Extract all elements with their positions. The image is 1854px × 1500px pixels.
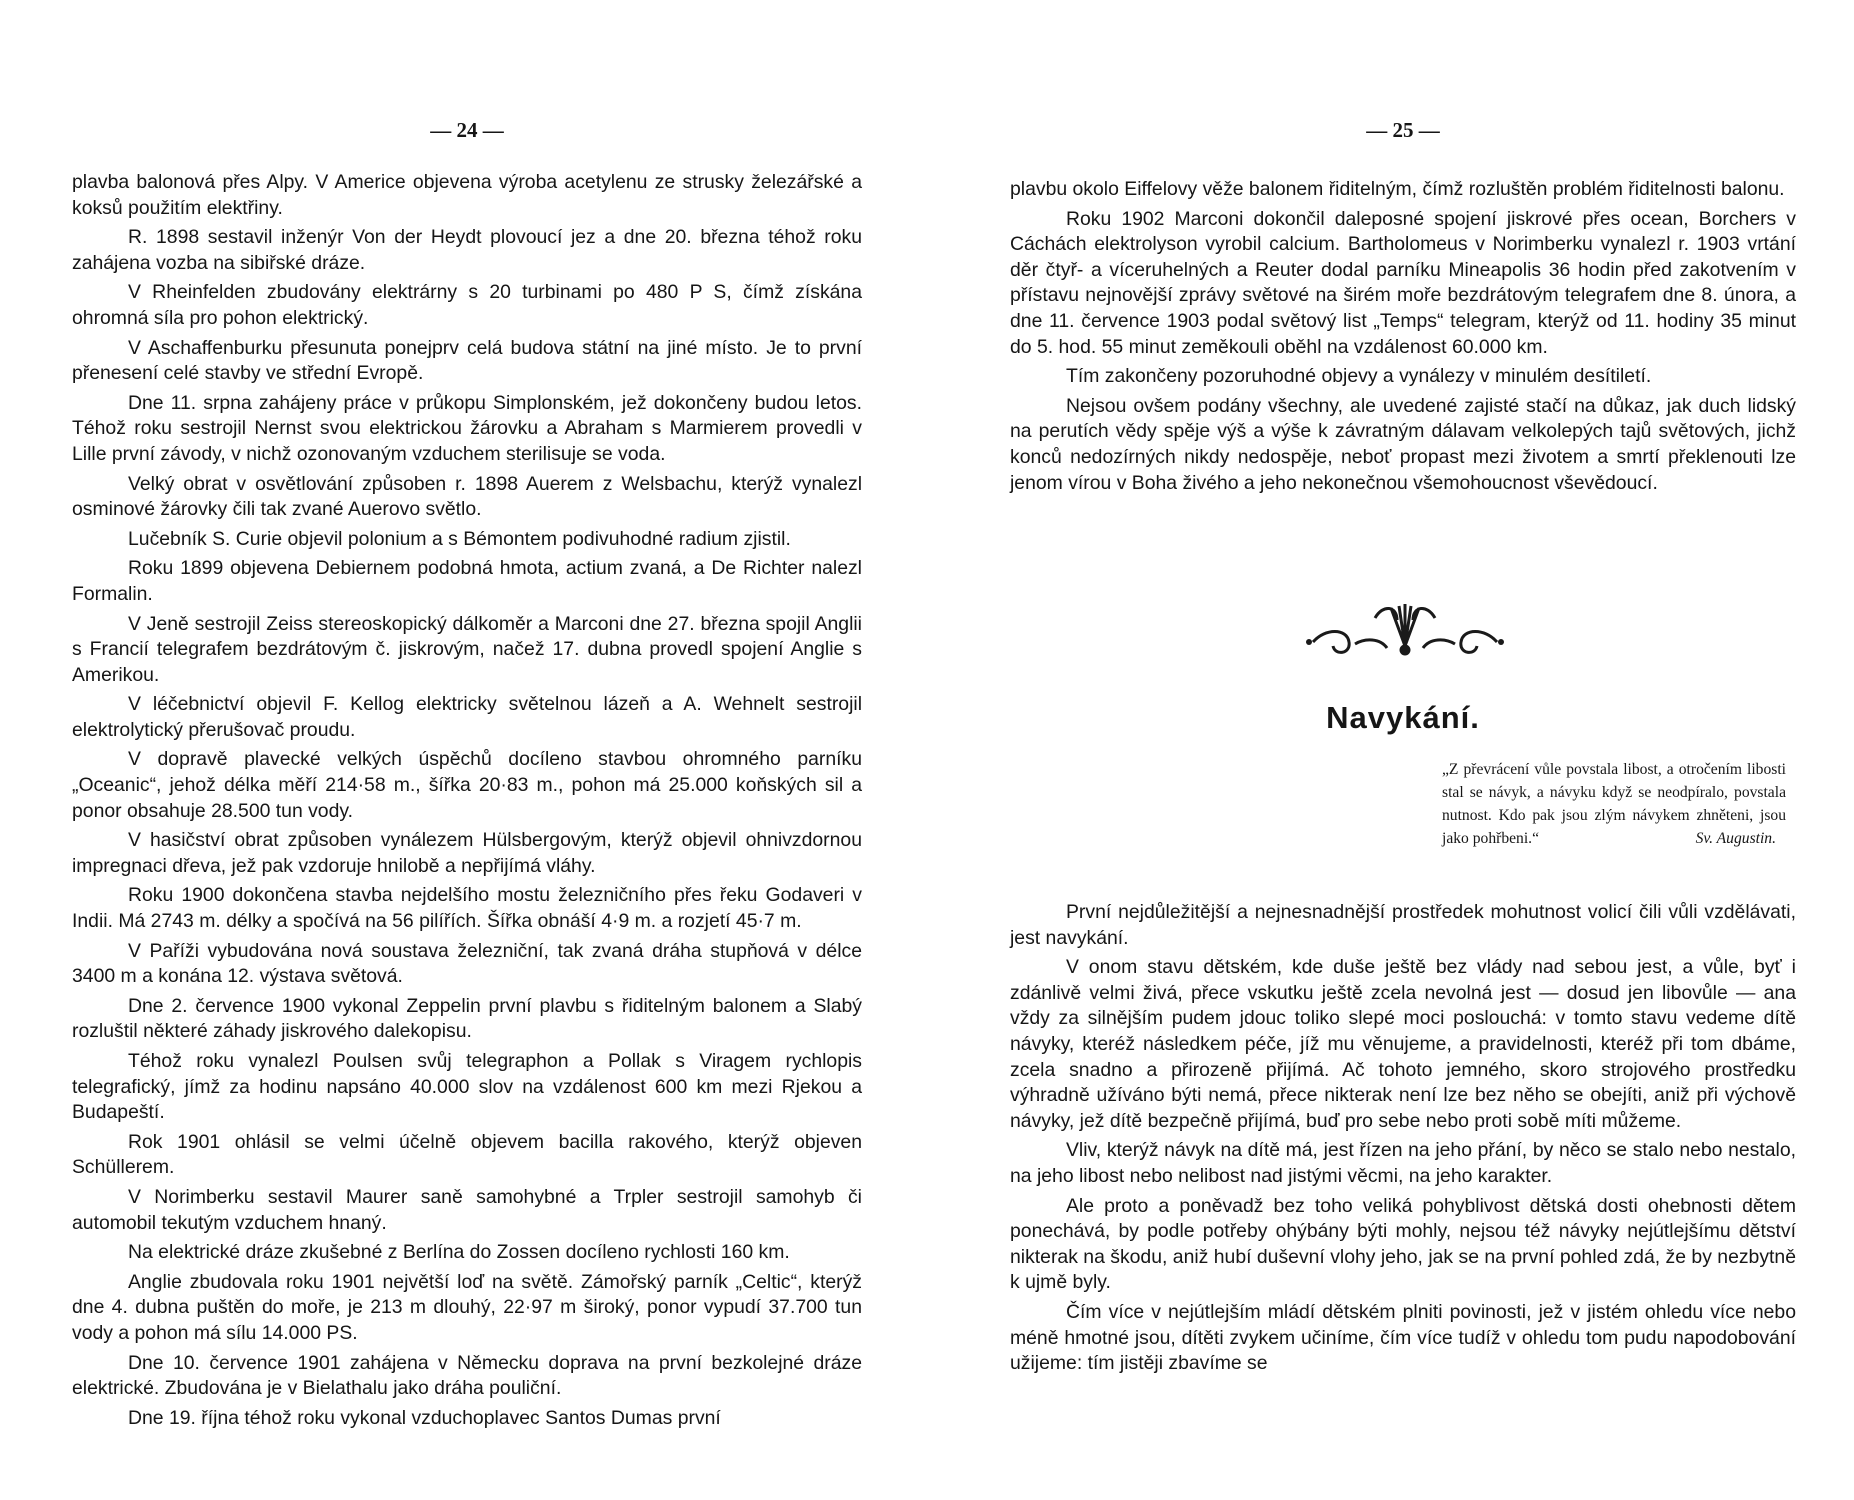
ornament-divider: [1305, 598, 1505, 660]
paragraph: Čím více v nejútlejším mládí dětském plniti povinosti, jež v jistém ohledu více nebo méně hmotné jsou, dítěti zvykem učiníme, čím více tudíž v ohledu tom pudu napodobování užijeme: tím jistěji zbavíme se: [1010, 1300, 1796, 1375]
paragraph: V Paříži vybudována nová soustava železniční, tak zvaná dráha stupňová v délce 3400 m a konána 12. výstava světová.: [72, 939, 862, 988]
paragraph: Lučebník S. Curie objevil polonium a s Bémontem podivuhodné radium zjistil.: [128, 527, 791, 550]
paragraph: Tím zakončeny pozoruhodné objevy a vynálezy v minulém desítiletí.: [1066, 365, 1652, 388]
section-heading: Navykání.: [1326, 700, 1480, 735]
paragraph: Velký obrat v osvětlování způsoben r. 1898 Auerem z Welsbachu, kterýž vynalezl osminové žárovky čili tak zvané Auerovo světlo.: [72, 472, 862, 521]
paragraph: V hasičství obrat způsoben vynálezem Hülsbergovým, kterýž objevil ohnivzdornou impregnaci dřeva, jež pak vzdoruje hnilobě a nepřijímá vláhy.: [72, 829, 862, 877]
paragraph: Roku 1899 objevena Debiernem podobná hmota, actium zvaná, a De Richter nalezl Formalin.: [72, 557, 862, 605]
paragraph: V onom stavu dětském, kde duše ještě bez vlády nad sebou jest, a vůle, byť i zdánlivě velmi živá, přece vskutku ještě zcela nevolná jest — dosud jen libovůle — ana vždy za silnějším pudem jdouc toliko slepé moci poslouchá: v tomto stavu vedeme dítě návyky, kteréž následkem péče, jíž mu věnujeme, a pravidelnosti, kteréž při tom dbáme, zcela snadno a přirozeně přijímá. Ač tohoto jemného, skoro strojového prostředku výhradně užíváno býti nemá, přece nikterak není lze bez něho se obejíti, aniž při výchově návyky, jež dítě bezpečně přijímá, buď pro sebe nebo proti sobě míti můžeme.: [1010, 956, 1796, 1132]
motto-quote: [1442, 758, 1786, 850]
paragraph: Dne 11. srpna zahájeny práce v průkopu Simplonském, jež dokončeny budou letos. Téhož roku sestrojil Nernst svou elektrickou žárovku a Abraham s Marmierem provedli v Lille první závody, v nichž ozonovaným vzduchem sterilisuje se voda.: [72, 391, 862, 465]
paragraph: V Rheinfelden zbudovány elektrárny s 20 turbinami po 480 P S, čímž získána ohromná síla pro pohon elektrický.: [72, 281, 862, 329]
paragraph: Dne 10. července 1901 zahájena v Německu doprava na první bezkolejné dráze elektrické. Zbudována je v Bielathalu jako dráha pouliční.: [72, 1351, 862, 1400]
paragraph: Anglie zbudovala roku 1901 největší loď na světě. Zámořský parník „Celtic“, kterýž dne 4. dubna puštěn do moře, je 213 m dlouhý, 22·97 m široký, ponor vypudí 37.700 tun vody a pohon má sílu 14.000 PS.: [72, 1270, 862, 1344]
paragraph: V Norimberku sestavil Maurer saně samohybné a Trpler sestrojil samohyb či automobil tekutým vzduchem hnaný.: [72, 1185, 862, 1234]
paragraph: Nejsou ovšem podány všechny, ale uvedené zajisté stačí na důkaz, jak duch lidský na perutích vědy spěje výš a výše k závratným dálavam velkolepých tajů světových, jichž konců nedozírných nikdy nedospěje, neboť propast mezi životem a smrtí překlenouti lze jenom vírou v Boha živého a jeho nekonečnou všemohoucnost vševědoucí.: [1010, 394, 1796, 494]
paragraph: plavba balonová přes Alpy. V Americe objevena výroba acetylenu ze strusky železářské a koksů použitím elektřiny.: [72, 171, 862, 219]
paragraph: V Aschaffenburku přesunuta ponejprv celá budova státní na jiné místo. Je to první přenesení celé stavby ve střední Evropě.: [72, 336, 862, 385]
paragraph: Dne 2. července 1900 vykonal Zeppelin první plavbu s řiditelným balonem a Slabý rozluštil některé záhady jiskrového dalekopisu.: [72, 994, 862, 1043]
paragraph: Vliv, kterýž návyk na dítě má, jest řízen na jeho přání, by něco se stalo nebo nestalo, na jeho libost nebo nelibost nad jistými věcmi, na jeho karakter.: [1010, 1139, 1796, 1187]
page-number: — 25 —: [1366, 118, 1440, 142]
paragraph: Ale proto a poněvadž bez toho veliká pohyblivost dětská dosti ohebnosti dětem ponechává, by podle potřeby ohýbány býti mohly, nejsou též návyky nejútlejšímu dětství nikterak na škodu, aniž hubí duševní vlohy jeho, jak se na první pohled zdá, že by nezbytně k ujmě byly.: [1010, 1194, 1796, 1294]
paragraph: Roku 1902 Marconi dokončil daleposné spojení jiskrové přes ocean, Borchers v Cáchách elektrolyson vyrobil calcium. Bartholomeus v Norimberku vynalezl r. 1903 vrtání děr čtyř- a víceruhelných a Reuter dodal parníku Mineapolis 36 hodin před zakotvením v přístavu nejnovější zprávy světové na širém moře bezdrátovým telegrafem dne 8. února, a dne 11. července 1903 podal světový list „Temps“ telegram, kterýž od 11. hodiny 35 minut do 5. hod. 55 minut zeměkouli oběhl na vzdálenost 60.000 km.: [1010, 207, 1796, 358]
left-body: [72, 170, 862, 1435]
motto-text: „Z převrácení vůle povstala libost, a otročením libosti stal se návyk, a návyku když se neodpíralo, povstala nutnost. Kdo pak jsou zlým návykem zhněteni, jsou jako pohřbeni.“: [1442, 761, 1786, 847]
paragraph: V dopravě plavecké velkých úspěchů docíleno stavbou ohromného parníku „Oceanic“, jehož délka měří 214·58 m., šířka 20·83 m., pohon má 25.000 koňských sil a ponor obsahuje 28.500 tun vody.: [72, 748, 862, 822]
paragraph: V léčebnictví objevil F. Kellog elektricky světelnou lázeň a A. Wehnelt sestrojil elektrolytický přerušovač proudu.: [72, 693, 862, 741]
paragraph: plavbu okolo Eiffelovy věže balonem řiditelným, čímž rozluštěn problém řiditelnosti balonu.: [1010, 178, 1785, 200]
paragraph: Na elektrické dráze zkušebné z Berlína do Zossen docíleno rychlosti 160 km.: [128, 1241, 790, 1264]
paragraph: Roku 1900 dokončena stavba nejdelšího mostu železničního přes řeku Godaveri v Indii. Má 2743 m. délky a spočívá na 56 pilířích. Šířka obnáší 4·9 m. a rozjetí 45·7 m.: [72, 884, 862, 933]
paragraph: Téhož roku vynalezl Poulsen svůj telegraphon a Pollak s Viragem rychlopis telegrafický, jímž za hodinu napsáno 40.000 slov na vzdálenost 600 km mezi Rjekou a Budapeští.: [72, 1050, 862, 1124]
paragraph: V Jeně sestrojil Zeiss stereoskopický dálkoměr a Marconi dne 27. března spojil Anglii s Francií telegrafem bezdrátovým č. jiskrovým, načež 17. dubna provedl spojení Anglie s Amerikou.: [72, 612, 862, 686]
right-page: [1010, 0, 1796, 1500]
left-page: [72, 0, 862, 1500]
paragraph: R. 1898 sestavil inženýr Von der Heydt plovoucí jez a dne 20. března téhož roku zahájena vozba na sibiřské dráze.: [72, 226, 862, 274]
paragraph: Rok 1901 ohlásil se velmi účelně objevem bacilla rakového, kterýž objeven Schüllerem.: [72, 1130, 862, 1179]
paragraph: Dne 19. října téhož roku vykonal vzduchoplavec Santos Dumas první: [128, 1406, 721, 1429]
right-body: [1010, 177, 1796, 500]
section-body: [1010, 900, 1796, 1381]
page-number: — 24 —: [430, 118, 504, 142]
paragraph: První nejdůležitější a nejnesnadnější prostředek mohutnost volicí čili vůli vzdělávati, jest navykání.: [1010, 901, 1796, 949]
motto-author: Sv. Augustin.: [1695, 830, 1776, 847]
